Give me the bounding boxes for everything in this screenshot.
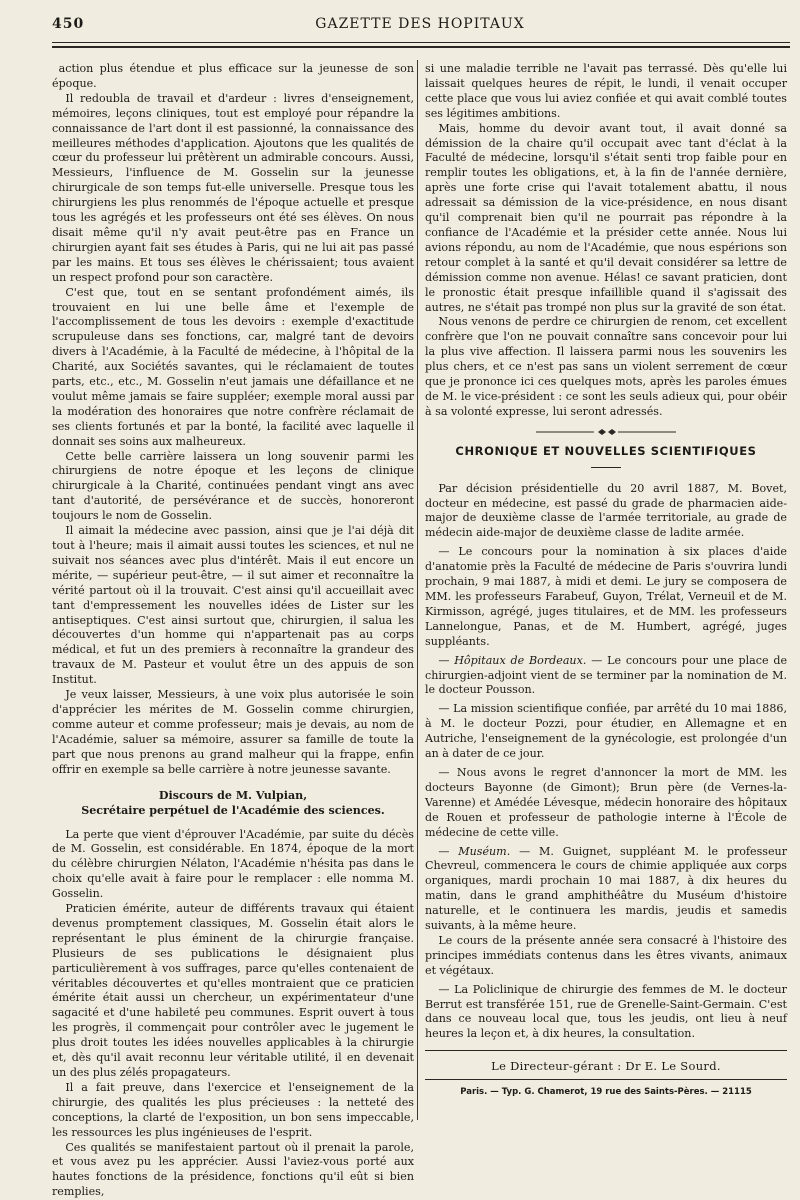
footer-rule-2 <box>425 1079 787 1080</box>
paragraph-hopitaux: — Hôpitaux de Bordeaux. — Le concours pour une place de chirurgien-adjoint vient de se terminer par la nomination de M. le docteur Pousson. <box>425 653 788 697</box>
hopitaux-text: — Le concours pour une place de chirurgien-adjoint vient de se terminer par la nomination de M. le docteur Pousson. <box>425 653 788 697</box>
ornament-divider <box>536 428 676 436</box>
left-column <box>52 62 414 1199</box>
signature: Le Directeur-gérant : Dr E. Le Sourd. <box>491 1059 721 1074</box>
paragraph: — La mission scientifique confiée, par arrêté du 10 mai 1886, à M. le docteur Pozzi, pour étudier, en Allemagne et en Autriche, l'enseignement de la gynécologie, est prolongée d'un an à dater de ce jour. <box>425 702 787 761</box>
discours-heading <box>52 788 414 818</box>
chronique-heading: CHRONIQUE ET NOUVELLES SCIENTIFIQUES <box>455 443 757 458</box>
paragraph: Ces qualités se manifestaient partout où il prenait la parole, et vous avez pu les apprécier. Aussi l'aviez-vous porté aux hautes fonctions de la présidence, fonctions qu'il eût si bien remplies, <box>52 1140 414 1199</box>
header-rule-top <box>52 42 790 43</box>
paragraph-museum: — Muséum. — M. Guignet, suppléant M. le professeur Chevreul, commencera le cours de chimie appliquée aux corps organiques, mardi prochain 10 mai 1887, à dix heures du matin, dans le grand amphithéâtre du Muséum d'histoire naturelle, et le continuera les mardis, jeudis et samedis suivants, à la même heure. <box>425 844 788 933</box>
imprint: Paris. — Typ. G. Chamerot, 19 rue des Saints-Pères. — 21115 <box>460 1087 752 1098</box>
paragraph: Le cours de la présente année sera consacré à l'histoire des principes immédiats contenus dans les êtres vivants, animaux et végétaux. <box>425 933 787 977</box>
paragraph: action plus étendue et plus efficace sur la jeunesse de son époque. <box>52 62 414 90</box>
discours-heading-line2: Secrétaire perpétuel de l'Académie des sciences. <box>81 803 385 817</box>
paragraph: — Le concours pour la nomination à six places d'aide d'anatomie près la Faculté de médecine de Paris s'ouvrira lundi prochain, 9 mai 1887, à midi et demi. Le jury se composera de MM. les professeurs Farabeuf, Guyon, Trélat, Verneuil et de M. Kirmisson, agrégé, juges titulaires, et de MM. les professeurs Lannelongue, Panas, et de M. Humbert, agrégé, juges suppléants. <box>425 545 787 648</box>
short-rule <box>591 467 621 468</box>
header-rule-bottom <box>52 46 790 48</box>
paragraph: Praticien émérite, auteur de différents travaux qui étaient devenus promptement classiques, M. Gosselin était alors le représentant le plus éminent de la chirurgie française. Plusieurs de ses publications le désignaient plus particulièrement à vos suffrages, parce qu'elles contenaient de véritables découvertes et qu'elles montraient que ce praticien émérite était aussi un chercheur, un expérimentateur d'une sagacité et d'une habileté peu communes. Esprit ouvert à tous les progrès, il commençait pour contrôler avec le jugement le plus droit toutes les idées nouvelles applicables à la chirurgie et, dès qu'il avait reconnu leur véritable utilité, il en devenait un des plus zélés propagateurs. <box>52 902 414 1079</box>
page-header <box>52 14 788 36</box>
paragraph: Par décision présidentielle du 20 avril 1887, M. Bovet, docteur en médecine, est passé du grade de pharmacien aide-major de deuxième classe de l'armée territoriale, au grade de médecin aide-major de deuxième classe de ladite armée. <box>425 481 787 540</box>
footer-rule <box>425 1050 787 1051</box>
paragraph: — Nous avons le regret d'annoncer la mort de MM. les docteurs Bayonne (de Gimont); Brun père (de Vernes-la-Varenne) et Amédée Lévesque, médecin honoraire des hôpitaux de Rouen et professeur de pathologie interne à l'École de médecine de cette ville. <box>425 765 787 839</box>
paragraph: si une maladie terrible ne l'avait pas terrassé. Dès qu'elle lui laissait quelques heures de répit, le lundi, il venait occuper cette place que vous lui aviez confiée et qui avait comblé toutes ses légitimes ambitions. <box>425 62 787 120</box>
paragraph: Cette belle carrière laissera un long souvenir parmi les chirurgiens de notre époque et les leçons de clinique chirurgicale à la Charité, continuées pendant vingt ans avec tant d'autorité, de persévérance et de succès, honoreront toujours le nom de Gosselin. <box>52 449 414 523</box>
paragraph: Mais, homme du devoir avant tout, il avait donné sa démission de la chaire qu'il occupait avec tant d'éclat à la Faculté de médecine, lorsqu'il s'était senti trop faible pour en remplir toutes les obligations, et, à la fin de l'année dernière, après une forte crise qui l'avait totalement abattu, il nous adressait sa démission de la vice-présidence, en nous disant qu'il comprenait bien qu'il ne pourrait pas répondre à la confiance de l'Académie et la présider cette année. Nous lui avions répondu, au nom de l'Académie, que nous espérions son retour complet à la santé et qu'il devait considérer sa lettre de démission comme non avenue. Hélas! ce savant praticien, dont le pronostic était presque infaillible quand il s'agissait des autres, ne s'était pas trompé non plus sur la gravité de son état. <box>425 121 787 314</box>
paragraph: Je veux laisser, Messieurs, à une voix plus autorisée le soin d'apprécier les mérites de M. Gosselin comme chirurgien, comme auteur et comme professeur; mais je devais, au nom de l'Académie, saluer sa mémoire, assurer sa famille de toute la part que nous prenons au grand malheur qui la frappe, enfin offrir en exemple sa belle carrière à notre jeunesse savante. <box>52 688 414 776</box>
paragraph: Il redoubla de travail et d'ardeur : livres d'enseignement, mémoires, leçons cliniques, tout est employé pour répandre la connaissance de l'art dont il est passionné, la connaissance des meilleures méthodes d'application. Ajoutons que les qualités de cœur du professeur lui prêtèrent un admirable concours. Aussi, Messieurs, l'influence de M. Gosselin sur la jeunesse chirurgicale de son temps fut-elle universelle. Presque tous les chirurgiens les plus renommés de l'époque actuelle et presque tous les agrégés et les professeurs ont été ses élèves. On nous disait même qu'il n'y avait peut-être pas en France un chirurgien ayant fait ses études à Paris, qui ne lui ait pas passé par les mains. Et tous ses élèves le chérissaient; tous avaient un respect profond pour son caractère. <box>52 91 414 284</box>
paragraph: Il a fait preuve, dans l'exercice et l'enseignement de la chirurgie, des qualités les plus précieuses : la netteté des conceptions, la clarté de l'exposition, un bon sens impeccable, les ressources les plus ingénieuses de l'esprit. <box>52 1080 414 1139</box>
hopitaux-label: Hôpitaux de Bordeaux. <box>454 653 587 667</box>
paragraph: Nous venons de perdre ce chirurgien de renom, cet excellent confrère que l'on ne pouvait connaître sans concevoir pour lui la plus vive affection. Il laissera parmi nous les souvenirs les plus chers, et ce n'est pas sans un violent serrement de cœur que je prononce ici ces quelques mots, après les paroles émues de M. le vice-président : ce sont les seuls adieux qui, pour obéir à sa volonté expresse, lui seront adressés. <box>425 315 787 418</box>
journal-title: GAZETTE DES HOPITAUX <box>315 16 525 32</box>
right-column <box>425 62 787 1142</box>
museum-label: Muséum. <box>458 844 511 858</box>
paragraph: Il aimait la médecine avec passion, ainsi que je l'ai déjà dit tout à l'heure; mais il aimait aussi toutes les sciences, et nul ne suivait nos séances avec plus d'intérêt. Mais il eut encore un mérite, — supérieur peut-être, — il sut aimer et reconnaître la vérité partout où il la trouvait. C'est ainsi qu'il accueillait avec tant d'empressement les nouvelles idées de Lister sur les antiseptiques. C'est ainsi surtout que, chirurgien, il salua les découvertes d'un homme qui n'appartenait pas au corps médical, et fut un des premiers à reconnaître la grandeur des travaux de M. Pasteur et voulut être un des appuis de son Institut. <box>52 524 414 687</box>
column-divider <box>417 60 418 1120</box>
paragraph: — La Policlinique de chirurgie des femmes de M. le docteur Berrut est transférée 151, rue de Grenelle-Saint-Germain. C'est dans ce nouveau local que, tous les jeudis, ont lieu à neuf heures la leçon et, à dix heures, la consultation. <box>425 982 787 1041</box>
museum-text: — M. Guignet, suppléant M. le professeur Chevreul, commencera le cours de chimie appliquée aux corps organiques, mardi prochain 10 mai 1887, à dix heures du matin, dans le grand amphithéâtre du Muséum d'histoire naturelle, et le continuera les mardis, jeudis et samedis suivants, à la même heure. <box>425 844 788 933</box>
page-number: 450 <box>52 16 85 32</box>
paragraph: C'est que, tout en se sentant profondément aimés, ils trouvaient en lui une belle âme et l'exemple de l'accomplissement de tous les devoirs : exemple d'exactitude scrupuleuse dans ses fonctions, car, malgré tant de devoirs divers à l'Académie, à la Faculté de médecine, à l'hôpital de la Charité, aux Sociétés savantes, qui le réclamaient de toutes parts, etc., etc., M. Gosselin n'eut jamais une défaillance et ne voulut même jamais se faire suppléer; exemple moral aussi par la modération des honoraires que notre confrère réclamait de ses clients fortunés et par la bonté, la facilité avec laquelle il donnait ses soins aux malheureux. <box>52 285 414 448</box>
discours-heading-line1: Discours de M. Vulpian, <box>158 788 308 802</box>
paragraph: La perte que vient d'éprouver l'Académie, par suite du décès de M. Gosselin, est considérable. En 1874, époque de la mort du célèbre chirurgien Nélaton, l'Académie n'hésita pas dans le choix qu'elle avait à faire pour le remplacer : elle nomma M. Gosselin. <box>52 827 414 901</box>
